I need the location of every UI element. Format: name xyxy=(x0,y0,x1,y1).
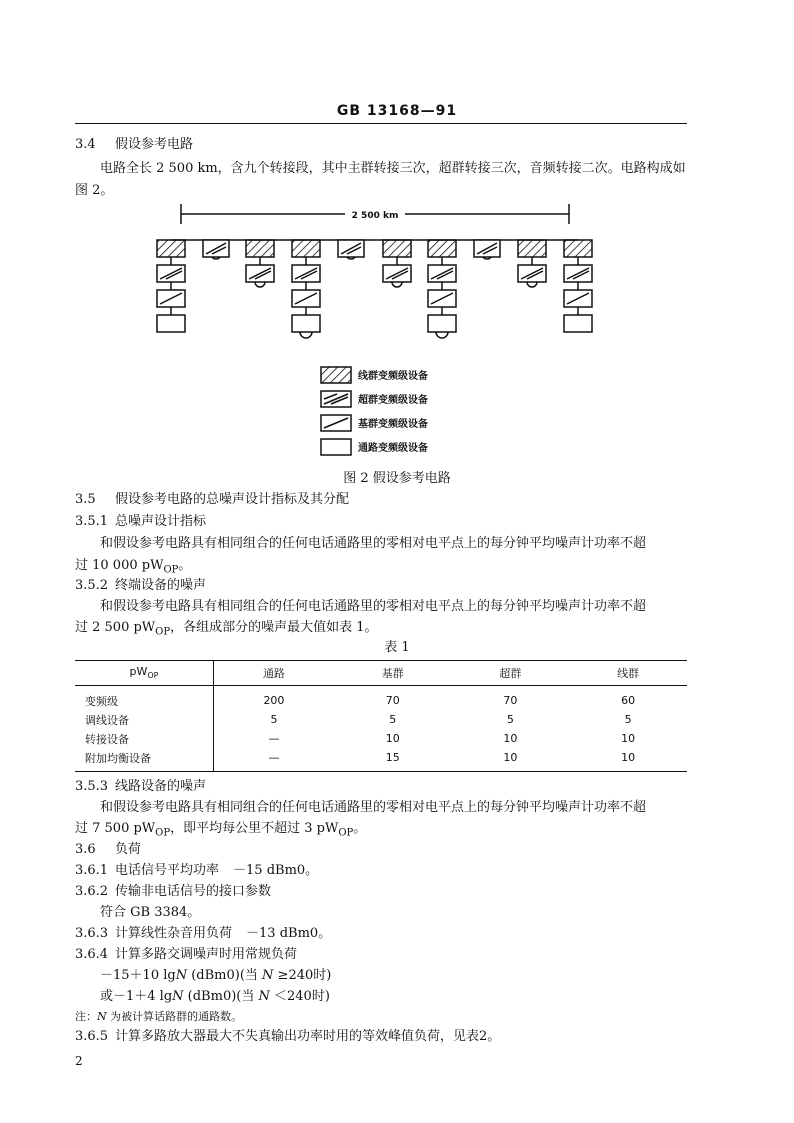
section-title: 总噪声设计指标 xyxy=(115,514,207,529)
section-3-6-heading xyxy=(75,842,141,858)
text-run: pW xyxy=(129,665,148,679)
text-run: 为被计算话路群的通路数。 xyxy=(106,1010,243,1023)
section-title: 计算线性杂音用负荷 xyxy=(115,926,233,941)
text-run: 过 2 500 pW xyxy=(75,620,156,635)
text-run: 过 7 500 pW xyxy=(75,821,156,836)
section-number: 3.5.1 xyxy=(75,514,109,529)
column-header: 基群 xyxy=(334,661,452,686)
text-run: 。 xyxy=(353,821,367,836)
text-run: －15＋10 lg xyxy=(100,968,176,983)
text-run: (dBm0)(当 xyxy=(183,989,259,1004)
table-cell: 5 xyxy=(624,713,632,726)
unit-header xyxy=(75,661,214,686)
table-row xyxy=(75,748,687,772)
table-cell: 70 xyxy=(385,694,400,707)
table-cell: 5 xyxy=(506,713,514,726)
legend-line-group-swatch xyxy=(321,367,351,383)
legend-label: 线群变频级设备 xyxy=(358,371,428,382)
section-3-6-4-heading xyxy=(75,947,297,963)
subscript: OP xyxy=(147,671,159,681)
document-header: GB 13168—91 xyxy=(336,103,458,119)
variable-n: N xyxy=(97,1010,107,1023)
legend-label: 基群变频级设备 xyxy=(358,419,428,430)
table-cell: 10 xyxy=(452,748,570,772)
length-label: 2 500 km xyxy=(351,211,399,221)
table-1 xyxy=(75,660,687,772)
table-cell: 5 xyxy=(270,713,278,726)
column-header: 通路 xyxy=(214,661,334,686)
table-cell: — xyxy=(268,732,280,745)
section-title: 计算多路放大器最大不失真输出功率时用的等效峰值负荷，见表2。 xyxy=(115,1029,501,1044)
row-label: 转接设备 xyxy=(75,729,214,748)
section-3-5-1-para-line1: 和假设参考电路具有相同组合的任何电话通路里的零相对电平点上的每分钟平均噪声计功率不超 xyxy=(100,536,647,551)
section-3-4-para-line1: 电路全长 2 500 km，含九个转接段，其中主群转接三次，超群转接三次，音频转接二次。电路构成如 xyxy=(100,161,686,176)
section-title: 电话信号平均功率 xyxy=(115,863,220,878)
section-3-5-3-para-line1: 和假设参考电路具有相同组合的任何电话通路里的零相对电平点上的每分钟平均噪声计功率不超 xyxy=(100,800,647,815)
table-cell: 15 xyxy=(334,748,452,772)
table-header-row xyxy=(75,661,687,686)
text-run: ，各组成部分的噪声最大值如表 1。 xyxy=(170,620,378,635)
row-label: 附加均衡设备 xyxy=(75,748,214,772)
channel-equipment-icon xyxy=(564,315,592,332)
subscript: OP xyxy=(338,827,354,839)
text-run: 过 10 000 pW xyxy=(75,558,164,573)
line-group-equipment-icon xyxy=(564,240,592,257)
subscript: OP xyxy=(155,827,171,839)
text-run: 。 xyxy=(178,558,192,573)
table-title: 表 1 xyxy=(384,640,410,655)
section-number: 3.6.1 xyxy=(75,863,109,878)
text-run: 注： xyxy=(75,1010,97,1023)
section-3-6-1-heading xyxy=(75,863,318,879)
line-group-equipment-icon xyxy=(157,240,185,257)
section-3-5-2-para-line2 xyxy=(75,620,378,641)
table-cell: 70 xyxy=(503,694,518,707)
variable-n: N xyxy=(258,989,270,1004)
line-group-equipment-icon xyxy=(246,240,274,257)
table-cell: 10 xyxy=(569,748,687,772)
column-header: 超群 xyxy=(452,661,570,686)
figure-caption: 图 2 假设参考电路 xyxy=(343,471,451,486)
section-number: 3.4 xyxy=(75,137,96,152)
section-3-5-1-heading xyxy=(75,514,206,530)
table-cell: 10 xyxy=(621,732,636,745)
section-title: 计算多路交调噪声时用常规负荷 xyxy=(115,947,298,962)
table-cell: — xyxy=(214,748,334,772)
section-number: 3.6.2 xyxy=(75,884,109,899)
section-number: 3.5.2 xyxy=(75,578,109,593)
line-group-equipment-icon xyxy=(428,240,456,257)
table-cell: 60 xyxy=(621,694,636,707)
section-3-5-2-para-line1: 和假设参考电路具有相同组合的任何电话通路里的零相对电平点上的每分钟平均噪声计功率不超 xyxy=(100,599,647,614)
section-3-5-heading xyxy=(75,492,349,508)
section-number: 3.6.5 xyxy=(75,1029,109,1044)
line-group-equipment-icon xyxy=(292,240,320,257)
section-title: 假设参考电路 xyxy=(115,137,194,152)
section-title: 假设参考电路的总噪声设计指标及其分配 xyxy=(115,492,350,507)
text-run: 或－1＋4 lg xyxy=(100,989,173,1004)
note xyxy=(75,1009,242,1025)
formula-line-2 xyxy=(100,989,330,1005)
subscript: OP xyxy=(155,626,171,638)
section-3-6-5-heading xyxy=(75,1029,500,1045)
variable-n: N xyxy=(172,989,184,1004)
text-run: ≥240时) xyxy=(273,968,332,983)
legend-channel-swatch xyxy=(321,439,351,455)
text-run: ＜240时) xyxy=(269,989,330,1004)
formula-line-1 xyxy=(100,968,331,984)
section-title: 负荷 xyxy=(115,842,142,857)
section-number: 3.5.3 xyxy=(75,779,109,794)
channel-equipment-icon xyxy=(428,315,456,332)
section-3-5-1-para-line2 xyxy=(75,558,191,579)
row-label: 变频级 xyxy=(75,686,214,711)
table-cell: 5 xyxy=(389,713,397,726)
section-number: 3.6.3 xyxy=(75,926,109,941)
section-number: 3.6 xyxy=(75,842,96,857)
section-3-6-3-heading xyxy=(75,926,331,942)
section-3-5-3-para-line2 xyxy=(75,821,366,842)
legend-label: 通路变频级设备 xyxy=(358,443,428,454)
section-3-4-para-line2: 图 2。 xyxy=(75,183,114,198)
figure-2-circuit-diagram xyxy=(0,195,794,495)
section-title: 终端设备的噪声 xyxy=(115,578,207,593)
text-run: ，即平均每公里不超过 3 pW xyxy=(170,821,339,836)
header-rule xyxy=(75,123,687,124)
section-3-6-2-heading xyxy=(75,884,271,900)
column-header: 线群 xyxy=(569,661,687,686)
line-group-equipment-icon xyxy=(518,240,546,257)
section-title: 传输非电话信号的接口参数 xyxy=(115,884,272,899)
value-text: －13 dBm0。 xyxy=(246,926,332,941)
channel-equipment-icon xyxy=(157,315,185,332)
table-row xyxy=(75,729,687,748)
page-number: 2 xyxy=(75,1054,83,1068)
row-label: 调线设备 xyxy=(75,710,214,729)
table-cell: 10 xyxy=(385,732,400,745)
section-3-4-heading xyxy=(75,137,193,153)
line-group-equipment-icon xyxy=(383,240,411,257)
section-3-5-3-heading xyxy=(75,779,206,795)
value-text: －15 dBm0。 xyxy=(233,863,319,878)
section-3-6-2-para: 符合 GB 3384。 xyxy=(100,905,201,920)
section-title: 线路设备的噪声 xyxy=(115,779,207,794)
section-3-5-2-heading xyxy=(75,578,206,594)
table-row xyxy=(75,686,687,711)
section-number: 3.5 xyxy=(75,492,96,507)
variable-n: N xyxy=(175,968,188,983)
table-row xyxy=(75,710,687,729)
legend-label: 超群变频级设备 xyxy=(358,395,428,406)
channel-equipment-icon xyxy=(292,315,320,332)
subscript: OP xyxy=(163,564,179,576)
table-cell: 200 xyxy=(263,694,285,707)
variable-n: N xyxy=(262,968,274,983)
section-number: 3.6.4 xyxy=(75,947,109,962)
text-run: (dBm0)(当 xyxy=(187,968,263,983)
table-cell: 10 xyxy=(503,732,518,745)
